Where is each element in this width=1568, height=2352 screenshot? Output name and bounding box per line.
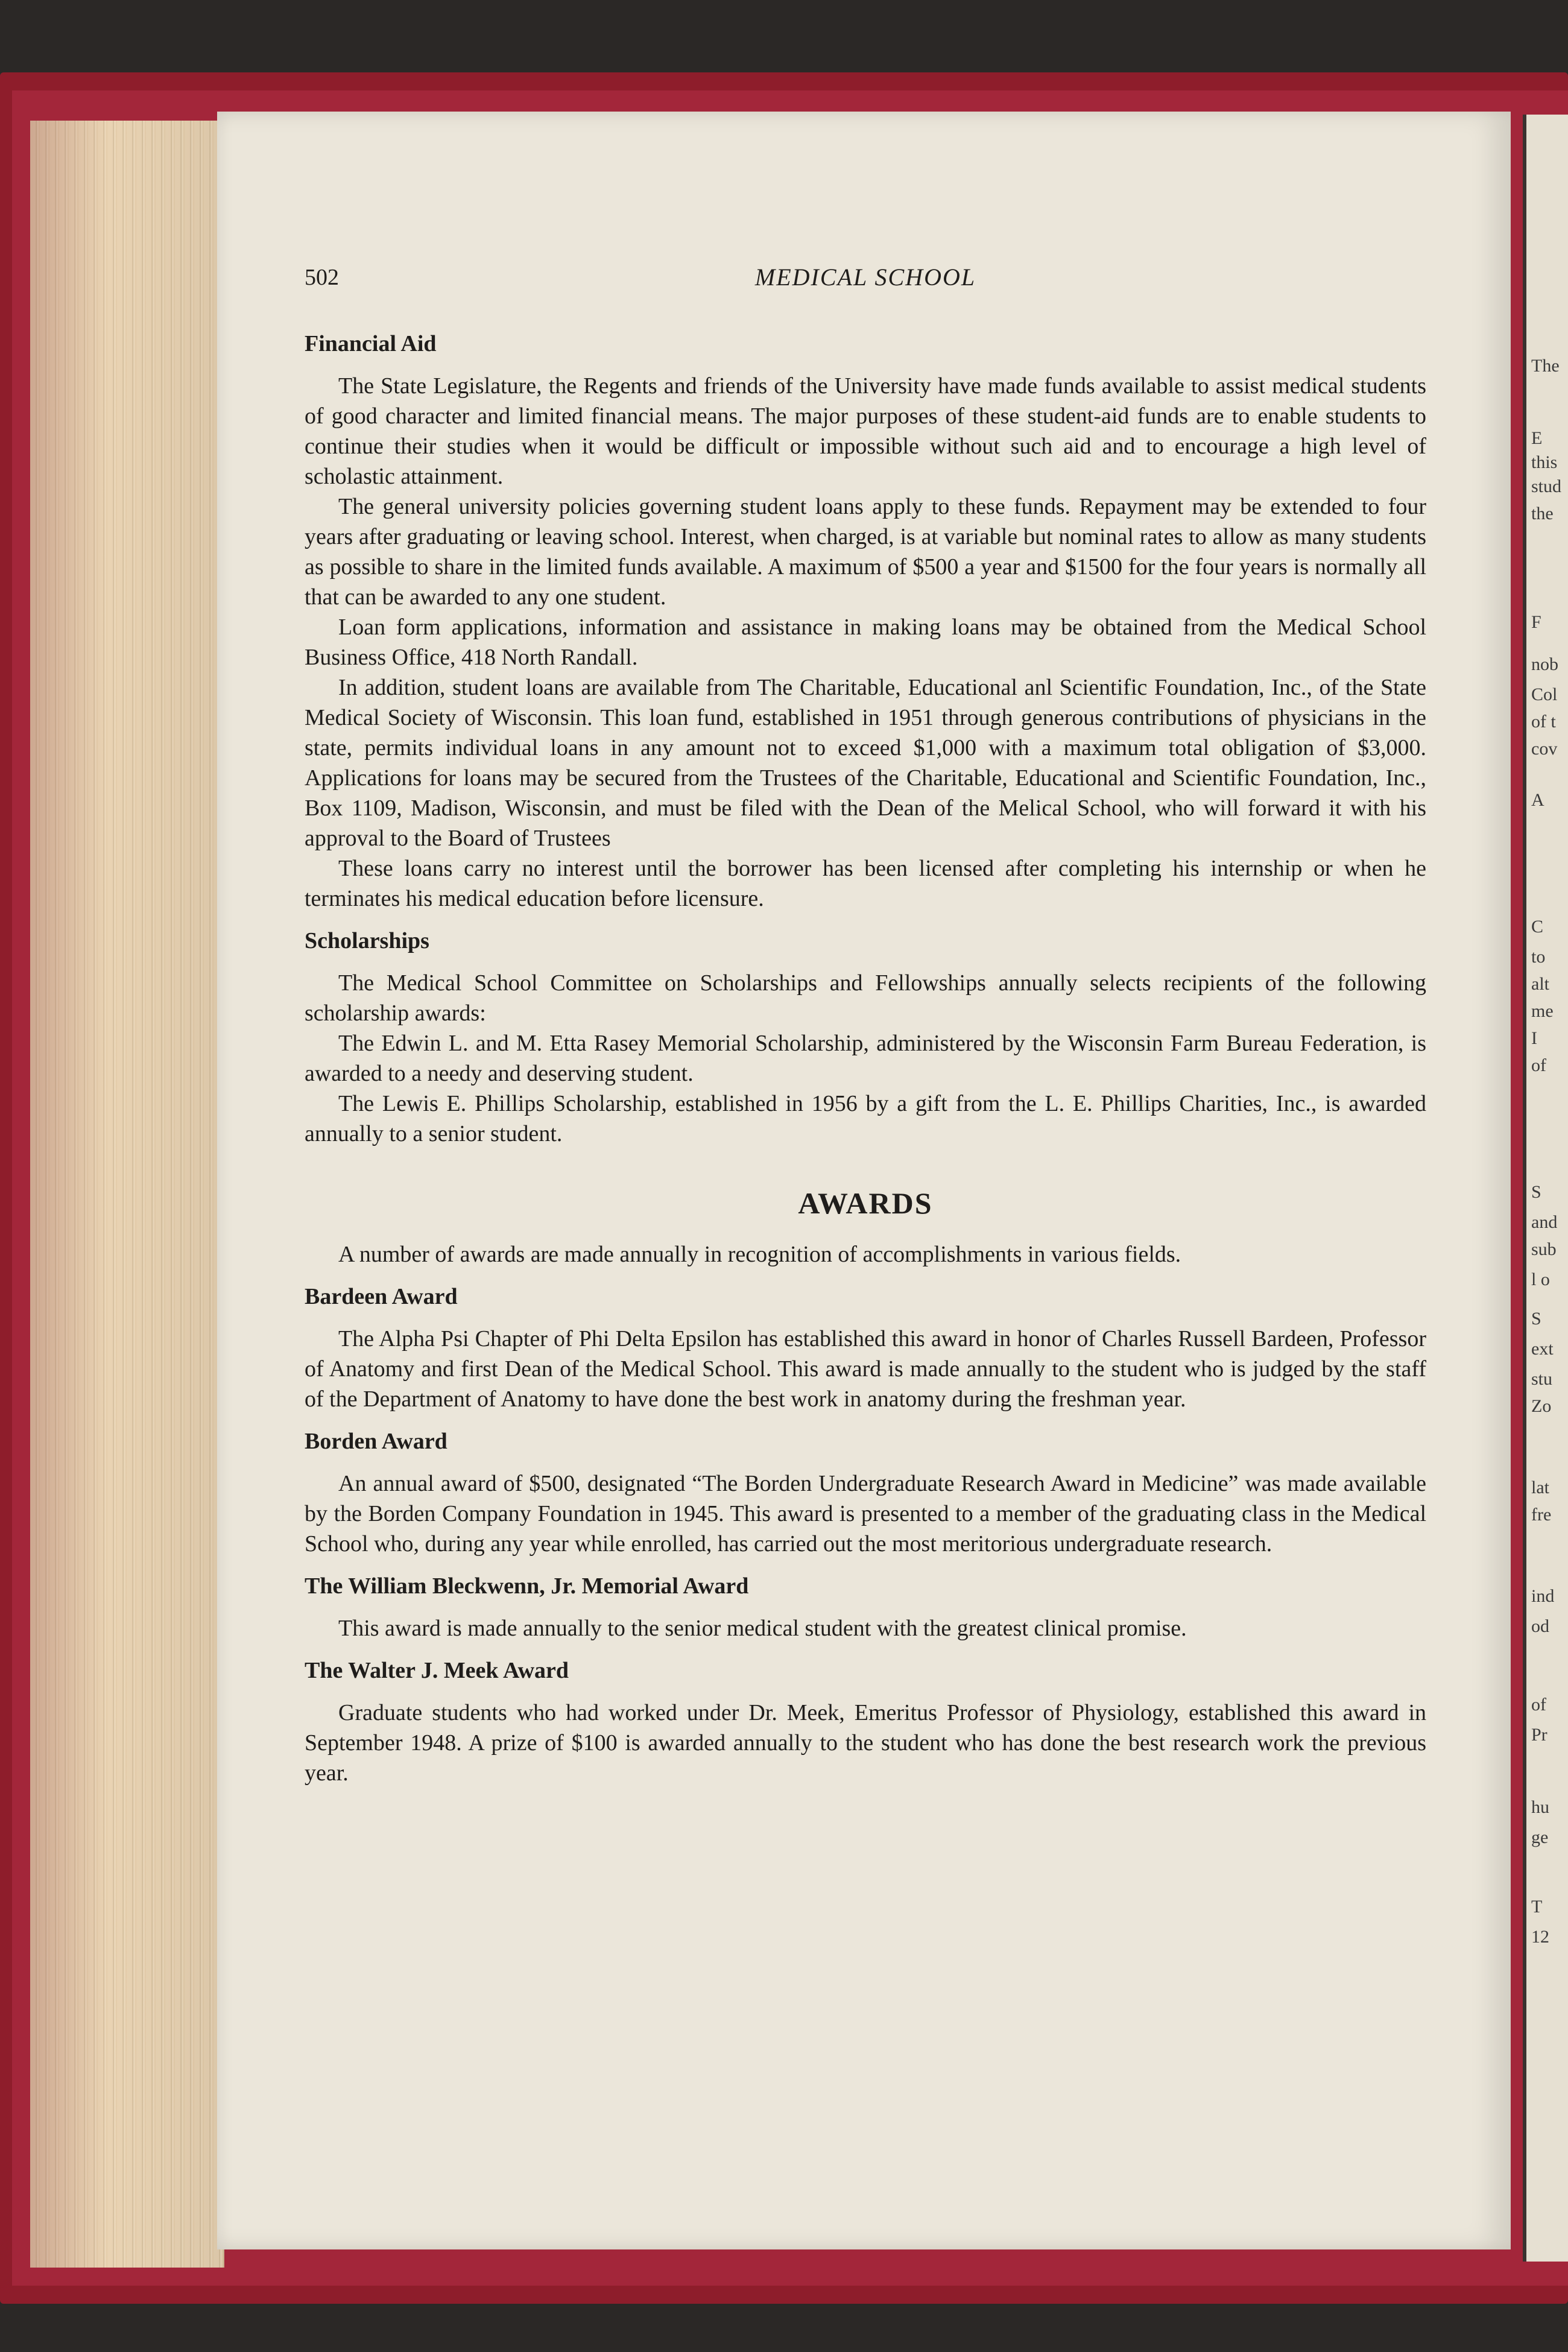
financial-aid-heading: Financial Aid	[305, 331, 437, 356]
financial-aid-paragraph: Loan form applications, information and assistance in making loans may be obtained from the Medical School Business Office, 418 North Randall.	[305, 615, 1426, 670]
adjacent-page-fragment: of	[1531, 1055, 1546, 1075]
scholarships-paragraph: The Edwin L. and M. Etta Rasey Memorial Scholarship, administered by the Wisconsin Farm Bureau Federation, is awarded to a needy and deserving student.	[305, 1031, 1426, 1086]
financial-aid-paragraph: These loans carry no interest until the borrower has been licensed after completing his internship or when he terminates his medical education before licensure.	[305, 856, 1426, 911]
adjacent-page-fragment: the	[1531, 504, 1554, 523]
adjacent-page-fragment: Col	[1531, 684, 1558, 704]
financial-aid-paragraph: The State Legislature, the Regents and friends of the University have made funds available to assist medical students of good character and limited financial means. The major purposes of these student-aid funds are to enable students to continue their studies when it would be difficult or impossible without such aid and to encourage a high level of scholastic attainment.	[305, 373, 1426, 489]
adjacent-page-fragment: I	[1531, 1028, 1537, 1048]
adjacent-page-fragment: E	[1531, 428, 1543, 448]
award-heading: Borden Award	[305, 1429, 447, 1454]
adjacent-page-fragment: of t	[1531, 712, 1556, 732]
adjacent-page-fragment: this	[1531, 452, 1558, 472]
adjacent-page-fragment: stud	[1531, 476, 1562, 496]
page-content	[305, 262, 1426, 1788]
adjacent-page-fragment: stu	[1531, 1369, 1553, 1389]
adjacent-page-fragment: cov	[1531, 739, 1558, 759]
adjacent-page-fragment: to	[1531, 947, 1546, 967]
scholarships-heading: Scholarships	[305, 928, 429, 953]
awards-intro: A number of awards are made annually in recognition of accomplishments in various fields.	[338, 1242, 1181, 1267]
adjacent-page	[1523, 115, 1568, 2262]
financial-aid-paragraph: The general university policies governing student loans apply to these funds. Repayment may be extended to four years after graduating or leaving school. Interest, when charged, is at variable but nominal rates to allow as many students as possible to share in the limited funds available. A maximum of $500 a year and $1500 for the four years is normally all that can be awarded to any one student.	[305, 494, 1426, 610]
adjacent-page-fragment: ge	[1531, 1827, 1549, 1847]
scholarships-paragraph: The Medical School Committee on Scholarships and Fellowships annually selects recipients of the following scholarship awards:	[305, 970, 1426, 1026]
adjacent-page-fragment: and	[1531, 1212, 1558, 1232]
page-number: 502	[305, 265, 339, 290]
running-title: MEDICAL SCHOOL	[754, 264, 976, 291]
award-description: An annual award of $500, designated “The Borden Undergraduate Research Award in Medicine” was made available by the Borden Company Foundation in 1945. This award is presented to a member of the graduating class in the Medical School who, during any year while enrolled, has carried out the most meritorious undergraduate research.	[305, 1471, 1426, 1557]
adjacent-page-fragment: S	[1531, 1182, 1541, 1202]
awards-section-title: AWARDS	[798, 1186, 933, 1220]
award-description: The Alpha Psi Chapter of Phi Delta Epsilon has established this award in honor of Charles Russell Bardeen, Professor of Anatomy and first Dean of the Medical School. This award is made annually to the student who is judged by the staff of the Department of Anatomy to have done the best work in anatomy during the freshman year.	[305, 1326, 1426, 1412]
award-heading: The William Bleckwenn, Jr. Memorial Award	[305, 1573, 749, 1599]
adjacent-page-fragment: of	[1531, 1695, 1546, 1715]
adjacent-page-fragment: The	[1531, 356, 1560, 376]
adjacent-page-fragment: Pr	[1531, 1725, 1547, 1745]
adjacent-page-fragment: ext	[1531, 1339, 1554, 1359]
financial-aid-paragraph: In addition, student loans are available from The Charitable, Educational anl Scientific Foundation, Inc., of the State Medical Society of Wisconsin. This loan fund, established in 1951 through generous contributions of physicians in the state, permits individual loans in any amount not to exceed $1,000 with a maximum total obligation of $3,000. Applications for loans may be secured from the Trustees of the Charitable, Educational and Scientific Foundation, Inc., Box 1109, Madison, Wisconsin, and must be filed with the Dean of the Melical School, who will forward it with his approval to the Board of Trustees	[305, 675, 1426, 851]
adjacent-page-fragment: Zo	[1531, 1396, 1552, 1416]
award-heading: The Walter J. Meek Award	[305, 1658, 569, 1683]
adjacent-page-fragment: nob	[1531, 654, 1558, 674]
award-description: Graduate students who had worked under Dr. Meek, Emeritus Professor of Physiology, established this award in September 1948. A prize of $100 is awarded annually to the student who has done the best research work the previous year.	[305, 1700, 1426, 1786]
running-head	[305, 262, 1426, 292]
adjacent-page-fragment: hu	[1531, 1797, 1549, 1817]
adjacent-page-fragment: 12	[1531, 1927, 1549, 1947]
adjacent-page-fragment: lat	[1531, 1478, 1549, 1497]
adjacent-page-fragment: F	[1531, 612, 1541, 632]
adjacent-page-fragment: sub	[1531, 1239, 1557, 1259]
adjacent-page-fragment: me	[1531, 1001, 1554, 1021]
adjacent-page-fragment: l o	[1531, 1269, 1550, 1289]
book-page	[217, 112, 1511, 2249]
adjacent-page-fragment: T	[1531, 1897, 1543, 1917]
adjacent-page-fragment: S	[1531, 1309, 1541, 1329]
scholarships-paragraph: The Lewis E. Phillips Scholarship, established in 1956 by a gift from the L. E. Phillips Charities, Inc., is awarded annually to a senior student.	[305, 1091, 1426, 1146]
award-heading: Bardeen Award	[305, 1284, 458, 1309]
adjacent-page-fragment: A	[1531, 790, 1544, 810]
adjacent-page-fragment: od	[1531, 1616, 1549, 1636]
adjacent-page-fragment: C	[1531, 917, 1544, 937]
adjacent-page-fragment: alt	[1531, 974, 1549, 994]
adjacent-page-fragment: fre	[1531, 1505, 1552, 1525]
adjacent-page-fragment: ind	[1531, 1586, 1555, 1606]
page-edges	[30, 121, 224, 2268]
award-description: This award is made annually to the senior medical student with the greatest clinical promise.	[338, 1616, 1187, 1641]
